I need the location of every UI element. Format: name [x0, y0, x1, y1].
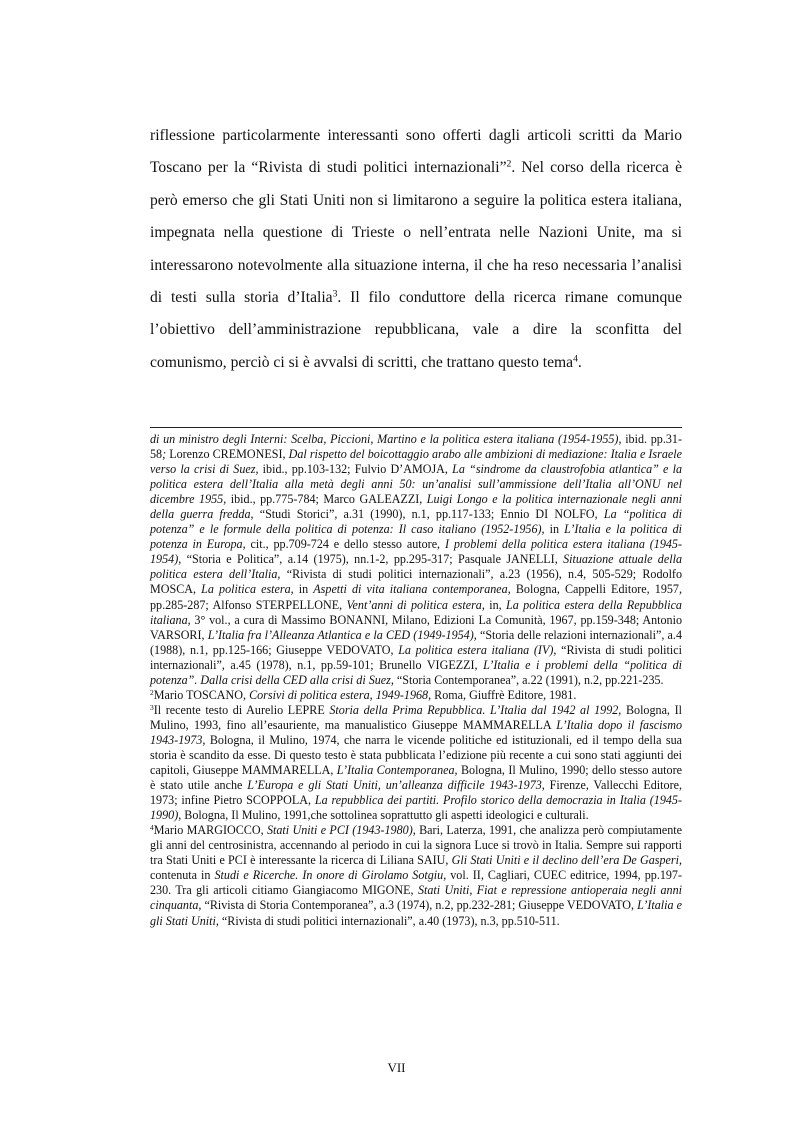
footnote-number: 4 — [150, 823, 154, 833]
footnote-number: 3 — [150, 702, 154, 712]
footnote-ref-3: 3 — [332, 288, 338, 300]
footnotes — [150, 432, 682, 929]
footnote-number: 2 — [150, 687, 154, 697]
body-text-4: . — [577, 353, 582, 371]
footnote-2: $^2$Mario TOSCANO, Corsivi di politica estera, 1949-1968, Roma, Giuffrè Editore, 1981. — [150, 687, 577, 702]
footnote-ref-2: 2 — [506, 159, 512, 171]
footnote-separator — [150, 427, 682, 428]
body-paragraph — [150, 120, 682, 379]
footnote-continued: di un ministro degli Interni: Scelba, Piccioni, Martino e la politica estera italiana (1954-1955), ibid. pp.31-58; Lorenzo CREMONESI, Dal rispetto del boicottaggio arabo alle ambizioni di mediazione: Italia e Israele verso la crisi di Suez, ibid., pp.103-132; Fulvio D’AMOJA, La “sindrome da claustrofobia atlantica” e la politica estera dell’Italia alla metà degli anni 50: un’analisi sull’ammissione dell’Italia all’ONU nel dicembre 1955, ibid., pp.775-784; Marco GALEAZZI, Luigi Longo e la politica internazionale negli anni della guerra fredda, “Studi Storici”, a.31 (1990), n.1, pp.117-133; Ennio DI NOLFO, La “politica di potenza” e le formule della politica di potenza: Il caso italiano (1952-1956), in L’Italia e la politica di potenza in Europa, cit., pp.709-724 e dello stesso autore, I problemi della politica estera italiana (1945-1954), “Storia e Politica”, a.14 (1975), nn.1-2, pp.295-317; Pasquale JANELLI, Situazione attuale della politica estera dell’Italia, “Rivista di studi politici internazionali”, a.23 (1956), n.4, 505-529; Rodolfo MOSCA, La politica estera, in Aspetti di vita italiana contemporanea, Bologna, Cappelli Editore, 1957, pp.285-287; Alfonso STERPELLONE, Vent’anni di politica estera, in, La politica estera della Repubblica italiana, 3° vol., a cura di Massimo BONANNI, Milano, Edizioni La Comunità, 1967, pp.159-348; Antonio VARSORI, L’Italia fra l’Alleanza Atlantica e la CED (1949-1954), “Storia delle relazioni internazionali”, a.4 (1988), n.1, pp.125-166; Giuseppe VEDOVATO, La politica estera italiana (IV), “Rivista di studi politici internazionali”, a.45 (1978), n.1, pp.59-101; Brunello VIGEZZI, L’Italia e i problemi della “politica di potenza”. Dalla crisi della CED alla crisi di Suez, “Storia Contemporanea”, a.22 (1991), n.2, pp.221-235. — [150, 432, 683, 687]
body-text-1: riflessione particolarmente interessanti sono offerti dagli articoli scritti da Mario Toscano per la “Rivista di studi politici internazionali” — [150, 127, 682, 177]
body-text-2: . Nel corso della ricerca è però emerso che gli Stati Uniti non si limitarono a seguire la politica estera italiana, impegnata nella questione di Trieste o nell’entrata nelle Nazioni Unite, ma si interessarono notevolmente alla situazione interna, il che ha reso necessaria l’analisi di testi sulla storia d’Italia — [150, 159, 682, 307]
page-number: VII — [387, 1060, 406, 1075]
footnote-3: $^3$Il recente testo di Aurelio LEPRE Storia della Prima Repubblica. L’Italia dal 1942 al 1992, Bologna, Il Mulino, 1993, fino all’esauriente, ma manualistico Giuseppe MAMMARELLA L’Italia dopo il fascismo 1943-1973, Bologna, il Mulino, 1974, che narra le vicende politiche ed istituzionali, ed il tempo della sua storia è scandito da esse. Di questo testo è stata pubblicata l’edizione più recente a cui sono stati aggiunti dei capitoli, Giuseppe MAMMARELLA, L’Italia Contemporanea, Bologna, Il Mulino, 1990; dello stesso autore è stato utile anche L’Europa e gli Stati Uniti, un’alleanza difficile 1943-1973, Firenze, Vallecchi Editore, 1973; infine Pietro SCOPPOLA, La repubblica dei partiti. Profilo storico della democrazia in Italia (1945-1990), Bologna, Il Mulino, 1991,che sottolinea soprattutto gli aspetti ideologici e culturali. — [150, 702, 682, 823]
body-text-3: . Il filo conduttore della ricerca rimane comunque l’obiettivo dell’amministrazione repubblicana, vale a dire la sconfitta del comunismo, perciò ci si è avvalsi di scritti, che trattano questo tema — [150, 289, 682, 371]
footnote-4: $^4$Mario MARGIOCCO, Stati Uniti e PCI (1943-1980), Bari, Laterza, 1991, che analizza però compiutamente gli anni del centrosinistra, accennando al periodo in cui la signora Luce si trovò in Italia. Sempre sui rapporti tra Stati Uniti e PCI è interessante la ricerca di Liliana SAIU, Gli Stati Uniti e il declino dell’era De Gasperi, contenuta in Studi e Ricerche. In onore di Girolamo Sotgiu, vol. II, Cagliari, CUEC editrice, 1994, pp.197-230. Tra gli articoli citiamo Giangiacomo MIGONE, Stati Uniti, Fiat e repressione antioperaia negli anni cinquanta, “Rivista di Storia Contemporanea”, a.3 (1974), n.2, pp.232-281; Giuseppe VEDOVATO, L’Italia e gli Stati Uniti, “Rivista di studi politici internazionali”, a.40 (1973), n.3, pp.510-511. — [150, 823, 683, 928]
footnote-ref-4: 4 — [573, 353, 578, 365]
